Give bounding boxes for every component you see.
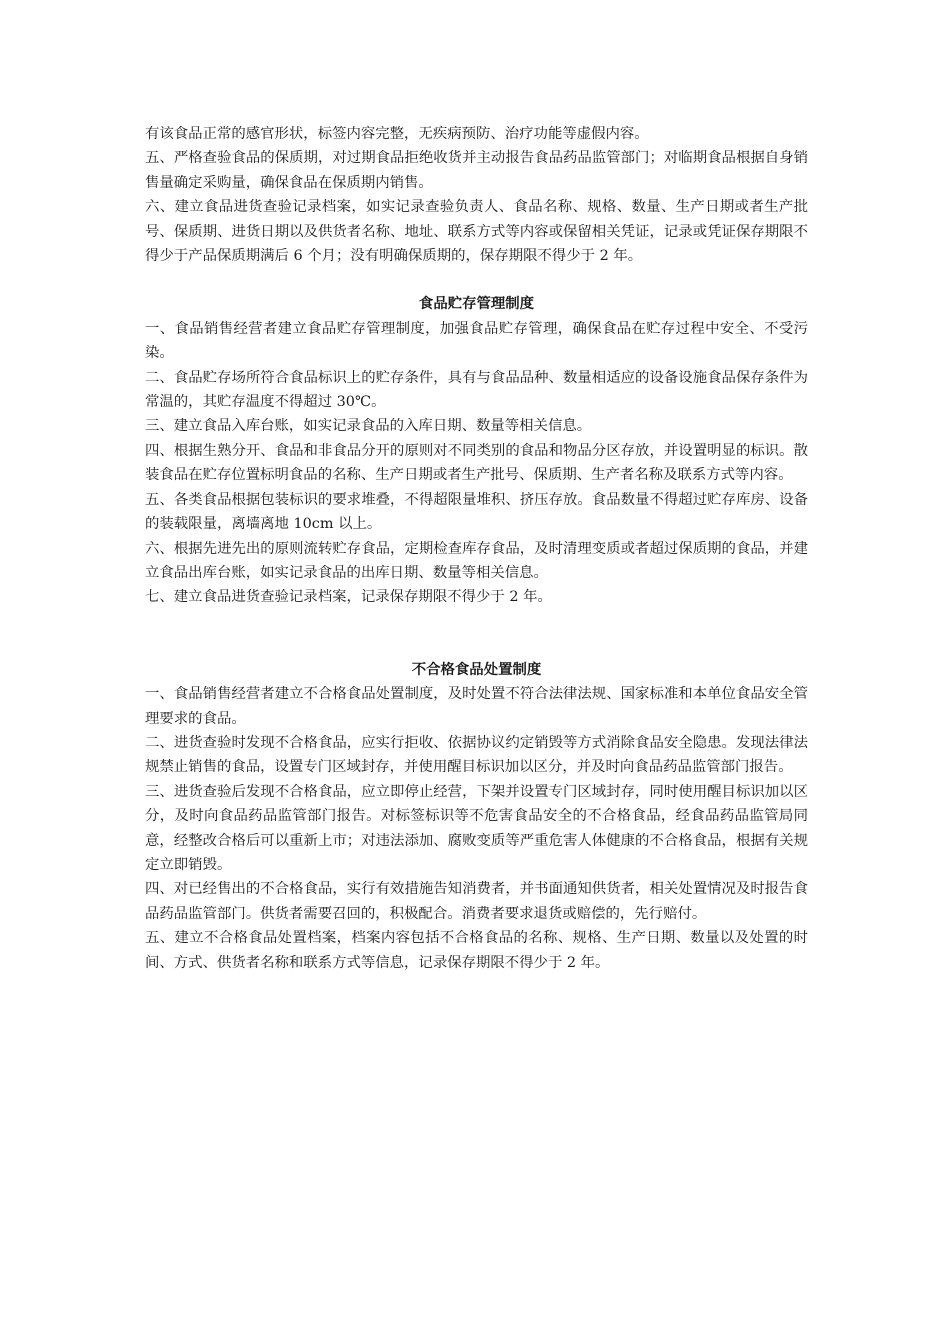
- storage-paragraph: 一、食品销售经营者建立食品贮存管理制度，加强食品贮存管理，确保食品在贮存过程中安全、不受污染。: [145, 320, 808, 362]
- intro-paragraph: 六、建立食品进货查验记录档案，如实记录查验负责人、食品名称、规格、数量、生产日期或者生产批号、保质期、进货日期以及供货者名称、地址、联系方式等内容或保留相关凭证，记录或凭证保存期限不得少于产品保质期满后 6 个月；没有明确保质期的，保存期限不得少于 2 年。: [145, 199, 808, 265]
- nonconforming-paragraph: 五、建立不合格食品处置档案，档案内容包括不合格食品的名称、规格、生产日期、数量以及处置的时间、方式、供货者名称和联系方式等信息，记录保存期限不得少于 2 年。: [145, 930, 808, 971]
- storage-section-title: 食品贮存管理制度: [418, 295, 535, 313]
- intro-paragraph: 有该食品正常的感官形状，标签内容完整，无疾病预防、治疗功能等虚假内容。: [145, 126, 649, 142]
- section-spacer: [145, 610, 808, 658]
- nonconforming-paragraph: 二、进货查验时发现不合格食品，应实行拒收、依据协议约定销毁等方式消除食品安全隐患。发现法律法规禁止销售的食品，设置专门区域封存，并使用醒目标识加以区分，并及时向食品药品监管部门报告。: [145, 734, 808, 776]
- storage-paragraph: 四、根据生熟分开、食品和非食品分开的原则对不同类别的食品和物品分区存放，并设置明显的标识。散装食品在贮存位置标明食品的名称、生产日期或者生产批号、保质期、生产者名称及联系方式等内容。: [145, 442, 808, 484]
- nonconforming-section-title: 不合格食品处置制度: [411, 660, 542, 678]
- storage-paragraph: 五、各类食品根据包装标识的要求堆叠，不得超限量堆积、挤压存放。食品数量不得超过贮存库房、设备的装载限量，离墙离地 10cm 以上。: [145, 491, 808, 533]
- intro-paragraph: 五、严格查验食品的保质期，对过期食品拒绝收货并主动报告食品药品监管部门；对临期食品根据自身销售量确定采购量，确保食品在保质期内销售。: [145, 150, 808, 191]
- document-page: [145, 122, 808, 975]
- storage-paragraph: 三、建立食品入库台账，如实记录食品的入库日期、数量等相关信息。: [145, 418, 592, 435]
- nonconforming-paragraph: 三、进货查验后发现不合格食品，应立即停止经营，下架并设置专门区域封存，同时使用醒目标识加以区分，及时向食品药品监管部门报告。对标签标识等不危害食品安全的不合格食品，经食品药品监管局同意，经整改合格后可以重新上市；对违法添加、腐败变质等严重危害人体健康的不合格食品，根据有关规定立即销毁。: [145, 783, 808, 873]
- section-spacer: [145, 268, 808, 292]
- nonconforming-paragraph: 一、食品销售经营者建立不合格食品处置制度，及时处置不符合法律法规、国家标准和本单位食品安全管理要求的食品。: [145, 686, 808, 727]
- storage-paragraph: 六、根据先进先出的原则流转贮存食品，定期检查库存食品，及时清理变质或者超过保质期的食品，并建立食品出库台账，如实记录食品的出库日期、数量等相关信息。: [145, 540, 808, 581]
- storage-paragraph: 七、建立食品进货查验记录档案，记录保存期限不得少于 2 年。: [145, 589, 552, 606]
- nonconforming-paragraph: 四、对已经售出的不合格食品，实行有效措施告知消费者，并书面通知供货者，相关处置情况及时报告食品药品监管部门。供货者需要召回的，积极配合。消费者要求退货或赔偿的，先行赔付。: [145, 881, 808, 922]
- storage-paragraph: 二、食品贮存场所符合食品标识上的贮存条件，具有与食品品种、数量相适应的设备设施食品保存条件为常温的，其贮存温度不得超过 30℃。: [145, 369, 808, 411]
